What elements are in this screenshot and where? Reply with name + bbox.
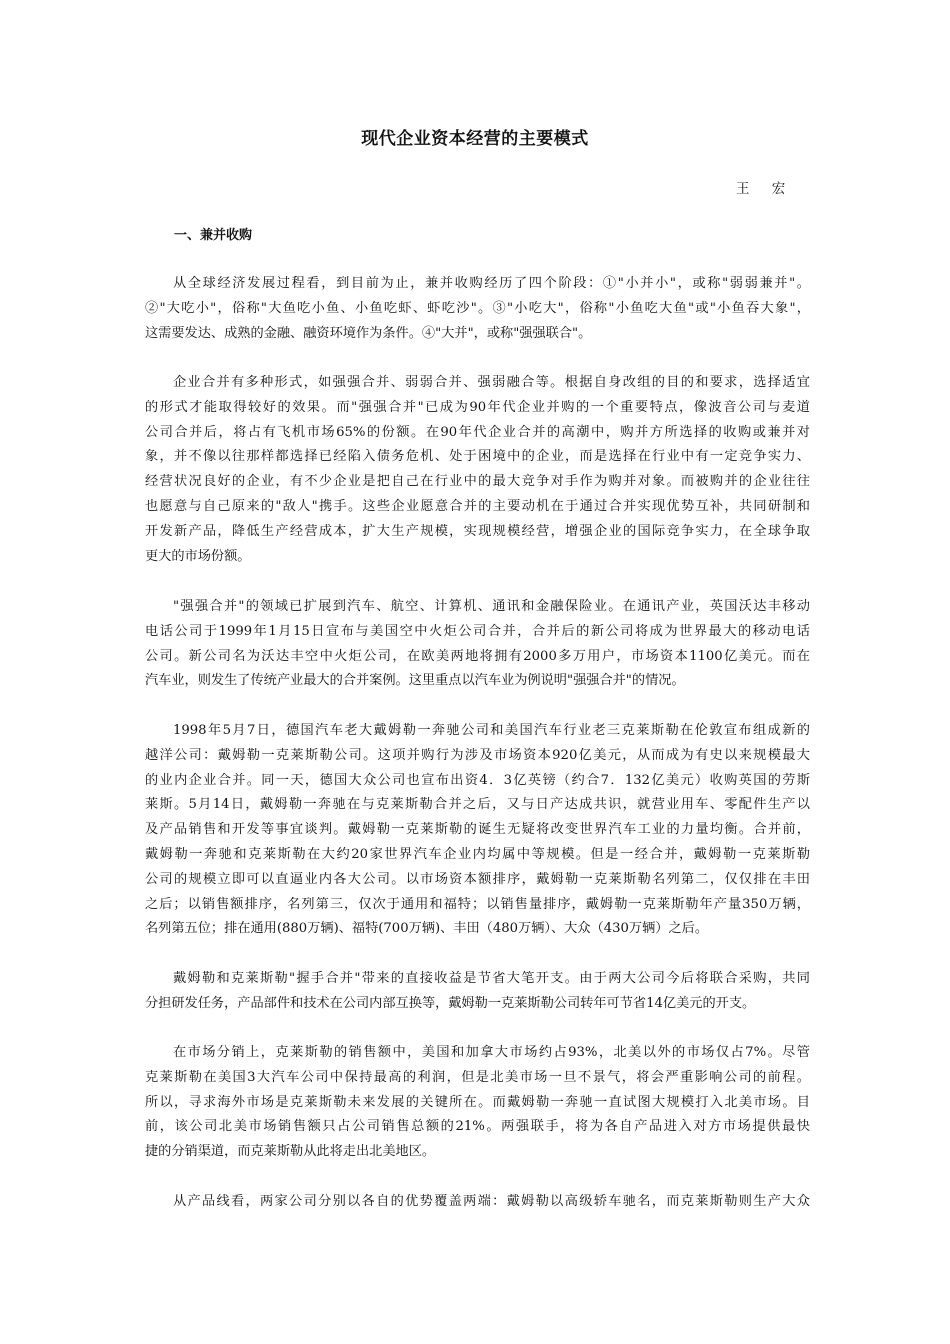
paragraph-line: 的形式才能取得较好的效果。而"强强合并"已成为90年代企业并购的一个重要特点，像波音公司与麦道 (145, 399, 810, 415)
section-heading: 一、兼并收购 (174, 228, 253, 243)
paragraph-1 (145, 272, 810, 346)
paragraph-line: 经营状况良好的企业，有不少企业是把自己在行业中的最大竞争对手作为购并对象。而被购并的企业往往 (145, 474, 810, 490)
paragraph-2 (145, 371, 810, 569)
paragraph-line: 前，该公司北美市场销售额只占公司销售总额的21%。两强联手，将为各自产品进入对方市场提供最快 (145, 1119, 810, 1135)
paragraph-line: 越洋公司：戴姆勒一克莱斯勒公司。这项并购行为涉及市场资本920亿美元，从而成为有史以来规模最大 (145, 747, 810, 763)
document-title: 现代企业资本经营的主要模式 (361, 129, 589, 149)
paragraph-line: 更大的市场份额。 (145, 548, 251, 564)
paragraph-line: 公司的规模立即可以直逼业内各大公司。以市场资本额排序，戴姆勒一克莱斯勒名列第二，仅仅排在丰田 (145, 871, 810, 887)
paragraph-line: 这需要发达、成熟的金融、融资环境作为条件。④"大并"，或称"强强联合"。 (145, 325, 592, 341)
paragraph-line: 分担研发任务，产品部件和技术在公司内部互换等，戴姆勒一克莱斯勒公司转年可节省14亿美元的开支。 (145, 995, 756, 1011)
paragraph-line: 从全球经济发展过程看，到目前为止，兼并收购经历了四个阶段：①"小并小"，或称"弱弱兼并"。 (173, 276, 810, 291)
paragraph-line: 克莱斯勒在美国3大汽车公司中保持最高的利润，但是北美市场一旦不景气，将会严重影响公司的前程。 (145, 1069, 810, 1085)
paragraph-line: 所以，寻求海外市场是克莱斯勒未来发展的关键所在。而戴姆勒一奔驰一直试图大规模打入北美市场。目 (145, 1094, 810, 1110)
author-name: 王 宏 (736, 181, 795, 197)
paragraph-line: 开发新产品，降低生产经营成本，扩大生产规模，实现规模经营，增强企业的国际竞争实力，在全球争取 (145, 523, 810, 539)
paragraph-line: 捷的分销渠道，而克莱斯勒从此将走出北美地区。 (145, 1144, 436, 1160)
paragraph-line: 公司。新公司名为沃达丰空中火炬公司，在欧美两地将拥有2000多万用户，市场资本1100亿美元。而在 (145, 648, 810, 664)
paragraph-line: 从产品线看，两家公司分别以各自的优势覆盖两端：戴姆勒以高级轿车驰名，而克莱斯勒则生产大众 (173, 1194, 810, 1209)
paragraph-line: ②"大吃小"，俗称"大鱼吃小鱼、小鱼吃虾、虾吃沙"。③"小吃大"，俗称"小鱼吃大鱼"或"小鱼吞大象"， (145, 300, 810, 316)
paragraph-line: 汽车业，则发生了传统产业最大的合并案例。这里重点以汽车业为例说明"强强合并"的情况。 (145, 673, 685, 689)
paragraph-line: 1998年5月7日，德国汽车老大戴姆勒一奔驰公司和美国汽车行业老三克莱斯勒在伦敦宣布组成新的 (173, 723, 810, 738)
paragraph-3 (145, 595, 810, 694)
paragraph-5 (145, 967, 810, 1017)
paragraph-line: 及产品销售和开发等事宜谈判。戴姆勒一克莱斯勒的诞生无疑将改变世界汽车工业的力量均衡。合并前， (145, 822, 810, 838)
paragraph-line: 名列第五位；排在通用(880万辆)、福特(700万辆)、丰田（480万辆）、大众（430万辆）之后。 (145, 921, 709, 937)
paragraph-line: 也愿意与自己原来的"敌人"携手。这些企业愿意合并的主要动机在于通过合并实现优势互补，共同研制和 (145, 498, 810, 514)
paragraph-line: 在市场分销上，克莱斯勒的销售额中，美国和加拿大市场约占93%，北美以外的市场仅占7%。尽管 (173, 1045, 810, 1060)
paragraph-line: 公司合并后，将占有飞机市场65%的份额。在90年代企业合并的高潮中，购并方所选择的收购或兼并对 (145, 424, 810, 440)
paragraph-line: 之后；以销售额排序，名列第三，仅次于通用和福特；以销售量排序，戴姆勒一克莱斯勒年产量350万辆， (145, 896, 810, 912)
paragraph-6 (145, 1041, 810, 1165)
paragraph-line: 象，并不像以往那样都选择已经陷入债务危机、处于困境中的企业，而是选择在行业中有一定竞争实力、 (145, 449, 810, 465)
paragraph-line: "强强合并"的领域已扩展到汽车、航空、计算机、通讯和金融保险业。在通讯产业，英国沃达丰移动 (173, 599, 810, 614)
paragraph-4 (145, 719, 810, 942)
paragraph-7 (145, 1190, 810, 1215)
paragraph-line: 戴姆勒一奔驰和克莱斯勒在大约20家世界汽车企业内均属中等规模。但是一经合并，戴姆勒一克莱斯勒 (145, 846, 810, 862)
paragraph-line: 电话公司于1999年1月15日宣布与美国空中火炬公司合并，合并后的新公司将成为世界最大的移动电话 (145, 623, 810, 639)
paragraph-line: 的业内企业合并。同一天，德国大众公司也宣布出资4．3亿英镑（约合7．132亿美元）收购英国的劳斯 (145, 772, 810, 788)
paragraph-line: 戴姆勒和克莱斯勒"握手合并"带来的直接收益是节省大笔开支。由于两大公司今后将联合采购，共同 (173, 971, 810, 986)
paragraph-line: 企业合并有多种形式，如强强合并、弱弱合并、强弱融合等。根据自身改组的目的和要求，选择适宜 (173, 375, 810, 390)
paragraph-line: 莱斯。5月14日，戴姆勒一奔驰在与克莱斯勒合并之后，又与日产达成共识，就营业用车、零配件生产以 (145, 797, 810, 813)
